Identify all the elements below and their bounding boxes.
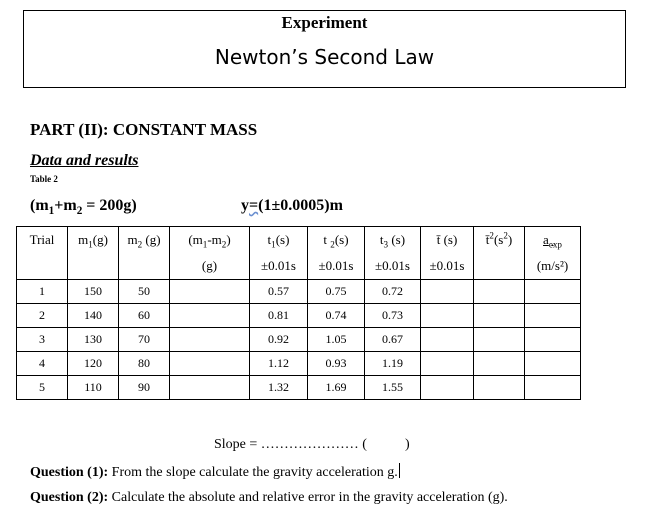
table-row: [17, 328, 581, 352]
experiment-title: Newton’s Second Law: [214, 45, 435, 69]
header-m2: $m_2$ (g): [119, 227, 170, 280]
table-cell: [474, 376, 525, 400]
slope-label: Slope = ………………… (: [214, 437, 367, 452]
table-cell: 110: [68, 376, 119, 400]
table-cell: [170, 328, 250, 352]
table-cell: [474, 304, 525, 328]
table-header-row: [17, 227, 581, 280]
question-2-text: Calculate the absolute and relative error in the gravity acceleration (g).: [108, 490, 508, 505]
table-cell: 80: [119, 352, 170, 376]
table-cell: [421, 280, 474, 304]
header-trial: Trial: [17, 227, 68, 280]
header-t-mean: t̄ (s) ±0.01s: [421, 227, 474, 280]
table-cell: [525, 280, 581, 304]
table-cell: 90: [119, 376, 170, 400]
table-cell: 70: [119, 328, 170, 352]
table-cell: [474, 328, 525, 352]
table-cell: 2: [17, 304, 68, 328]
header-t-mean-squared: $t̄^2(s^2)$: [474, 227, 525, 280]
table-cell: 0.73: [365, 304, 421, 328]
table-cell: 1.55: [365, 376, 421, 400]
table-cell: [474, 280, 525, 304]
table-cell: 5: [17, 376, 68, 400]
table-cell: 1: [17, 280, 68, 304]
slope-close: ): [404, 437, 410, 452]
table-cell: [525, 304, 581, 328]
header-t1: $t_1(s)$ ±0.01s: [250, 227, 308, 280]
table-row: [17, 376, 581, 400]
table-cell: 1.05: [308, 328, 365, 352]
table-cell: [421, 352, 474, 376]
table-cell: 50: [119, 280, 170, 304]
header-a-exp: $a_{exp}$ (m/s²): [525, 227, 581, 280]
table-cell: [421, 304, 474, 328]
question-1-text: From the slope calculate the gravity acceleration g.: [108, 465, 398, 480]
table-cell: [170, 376, 250, 400]
table-cell: 0.72: [365, 280, 421, 304]
table-cell: 120: [68, 352, 119, 376]
question-1-label: Question (1):: [30, 465, 109, 480]
table-row: [17, 304, 581, 328]
data-table: [16, 226, 581, 400]
table-cell: [474, 352, 525, 376]
question-1: [30, 463, 400, 481]
table-cell: 150: [68, 280, 119, 304]
question-2-label: Question (2):: [30, 490, 109, 505]
table-cell: 0.81: [250, 304, 308, 328]
table-caption: Table 2: [30, 174, 58, 184]
table-cell: 140: [68, 304, 119, 328]
text-cursor: [399, 463, 400, 478]
experiment-label: Experiment: [281, 13, 368, 32]
table-cell: [170, 304, 250, 328]
table-cell: 1.12: [250, 352, 308, 376]
header-mass-difference: $(m_1-m_2)$ (g): [170, 227, 250, 280]
table-cell: [170, 352, 250, 376]
question-2: [30, 490, 508, 506]
table-cell: 1.19: [365, 352, 421, 376]
data-results-heading: Data and results: [30, 152, 139, 169]
table-row: [17, 280, 581, 304]
distance-label: y=(1±0.0005)m: [241, 197, 343, 214]
header-t3: $t_3$ (s) ±0.01s: [365, 227, 421, 280]
table-cell: [525, 376, 581, 400]
table-cell: 130: [68, 328, 119, 352]
table-cell: 0.67: [365, 328, 421, 352]
table-cell: 0.75: [308, 280, 365, 304]
table-cell: 0.92: [250, 328, 308, 352]
table-cell: 0.93: [308, 352, 365, 376]
table-cell: 1.32: [250, 376, 308, 400]
header-t2: t $_2$(s) ±0.01s: [308, 227, 365, 280]
table-cell: [421, 376, 474, 400]
header-m1: $m_1(g)$: [68, 227, 119, 280]
table-cell: [170, 280, 250, 304]
table-cell: [421, 328, 474, 352]
table-cell: [525, 328, 581, 352]
table-cell: 0.57: [250, 280, 308, 304]
table-cell: 3: [17, 328, 68, 352]
part-heading: PART (II): CONSTANT MASS: [30, 120, 258, 139]
table-cell: [525, 352, 581, 376]
table-cell: 0.74: [308, 304, 365, 328]
table-cell: 1.69: [308, 376, 365, 400]
table-cell: 60: [119, 304, 170, 328]
slope-line: [214, 437, 410, 453]
table-cell: 4: [17, 352, 68, 376]
total-mass-label: $(m_1+m_2 = 200g)$: [30, 197, 137, 218]
table-row: [17, 352, 581, 376]
title-box: [23, 10, 626, 88]
table-body: [17, 280, 581, 400]
